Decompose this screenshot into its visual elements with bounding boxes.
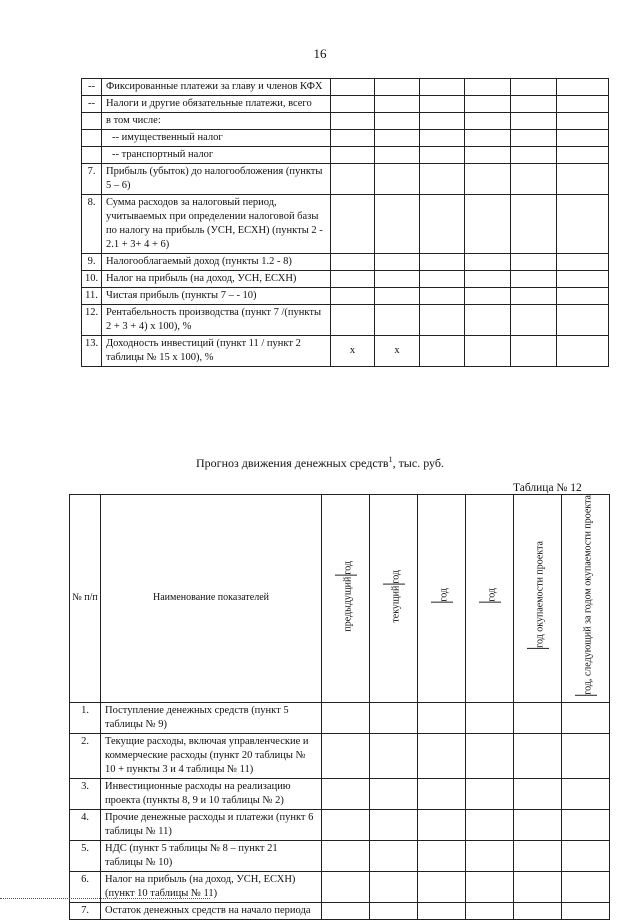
row-name: Остаток денежных средств на начало периода: [101, 902, 322, 919]
value-cell: [375, 254, 420, 271]
table-row: [82, 164, 609, 195]
value-cell: [557, 254, 609, 271]
row-name: Прибыль (убыток) до налогообложения (пункты 5 – 6): [102, 164, 331, 195]
col-header-1-after: год: [389, 569, 401, 584]
row-name: Поступление денежных средств (пункт 5 таблицы № 9): [101, 702, 322, 733]
row-number: 12.: [82, 305, 102, 336]
value-cell: [465, 195, 511, 254]
value-cell: [375, 147, 420, 164]
value-cell: [511, 271, 557, 288]
heading-unit: , тыс. руб.: [392, 456, 444, 470]
value-cell: [465, 130, 511, 147]
value-cell: [466, 809, 514, 840]
value-cell: [466, 702, 514, 733]
value-cell: [557, 96, 609, 113]
value-cell: [375, 130, 420, 147]
heading-text: Прогноз движения денежных средств: [196, 456, 389, 470]
col-header-0-before: предыдущий: [341, 576, 353, 632]
table-row: [82, 271, 609, 288]
value-cell: [322, 733, 370, 778]
table-row: [70, 778, 610, 809]
blank-line: [527, 648, 549, 650]
row-number: [82, 113, 102, 130]
table-row: [70, 840, 610, 871]
value-cell: x: [375, 336, 420, 367]
value-cell: [420, 130, 465, 147]
value-cell: [420, 195, 465, 254]
page-number: 16: [313, 46, 327, 61]
table-row: [82, 79, 609, 96]
value-cell: [375, 195, 420, 254]
col-header-3: [466, 495, 514, 703]
value-cell: [557, 305, 609, 336]
table-row: [82, 195, 609, 254]
col-header-1: [370, 495, 418, 703]
table-row: [70, 733, 610, 778]
value-cell: [511, 96, 557, 113]
value-cell: [375, 288, 420, 305]
value-cell: [562, 871, 610, 902]
blank-line: [479, 602, 501, 604]
value-cell: [557, 195, 609, 254]
value-cell: [331, 147, 375, 164]
col-header-5: [562, 495, 610, 703]
value-cell: [420, 113, 465, 130]
value-cell: [331, 271, 375, 288]
table-row: [82, 288, 609, 305]
value-cell: [322, 702, 370, 733]
row-number: 3.: [70, 778, 101, 809]
value-cell: [562, 702, 610, 733]
value-cell: [331, 288, 375, 305]
value-cell: [331, 195, 375, 254]
row-number: 11.: [82, 288, 102, 305]
value-cell: [557, 113, 609, 130]
row-number: 7.: [82, 164, 102, 195]
table-row: [82, 147, 609, 164]
row-number: --: [82, 96, 102, 113]
blank-line: [431, 602, 453, 604]
value-cell: [562, 840, 610, 871]
value-cell: [418, 871, 466, 902]
value-cell: [370, 809, 418, 840]
value-cell: [322, 778, 370, 809]
value-cell: [375, 164, 420, 195]
table-row: [82, 130, 609, 147]
col-header-2: [418, 495, 466, 703]
row-name: Фиксированные платежи за главу и членов КФХ: [102, 79, 331, 96]
row-name: в том числе:: [102, 113, 331, 130]
value-cell: [418, 702, 466, 733]
value-cell: [420, 288, 465, 305]
table-row: [70, 702, 610, 733]
value-cell: [420, 164, 465, 195]
value-cell: [465, 336, 511, 367]
row-number: 5.: [70, 840, 101, 871]
row-number: 13.: [82, 336, 102, 367]
value-cell: [370, 871, 418, 902]
value-cell: [557, 336, 609, 367]
cashflow-table: [69, 494, 610, 920]
value-cell: [331, 254, 375, 271]
value-cell: [557, 130, 609, 147]
value-cell: [331, 79, 375, 96]
value-cell: [465, 305, 511, 336]
row-number: --: [82, 79, 102, 96]
row-number: 9.: [82, 254, 102, 271]
value-cell: [465, 113, 511, 130]
value-cell: [466, 840, 514, 871]
value-cell: [331, 164, 375, 195]
value-cell: [375, 305, 420, 336]
value-cell: [511, 195, 557, 254]
row-number: 1.: [70, 702, 101, 733]
row-name: -- имущественный налог: [102, 130, 331, 147]
row-name: -- транспортный налог: [102, 147, 331, 164]
value-cell: [466, 733, 514, 778]
table-row: [70, 809, 610, 840]
value-cell: [322, 871, 370, 902]
value-cell: [514, 840, 562, 871]
table-label: Таблица № 12: [513, 482, 582, 494]
value-cell: [465, 147, 511, 164]
row-name: НДС (пункт 5 таблицы № 8 – пункт 21 таблицы № 10): [101, 840, 322, 871]
footnote-mark: 1: [388, 455, 393, 464]
value-cell: [375, 271, 420, 288]
col-header-1-before: текущий: [389, 585, 401, 623]
table-row: [82, 254, 609, 271]
row-number: 8.: [82, 195, 102, 254]
value-cell: [420, 147, 465, 164]
row-name: Налог на прибыль (на доход, УСН, ЕСХН): [102, 271, 331, 288]
value-cell: [420, 336, 465, 367]
value-cell: [465, 271, 511, 288]
row-name: Налоги и другие обязательные платежи, всего: [102, 96, 331, 113]
value-cell: [514, 778, 562, 809]
value-cell: [322, 809, 370, 840]
value-cell: [562, 809, 610, 840]
value-cell: [514, 733, 562, 778]
col-header-2-after: год: [437, 588, 449, 602]
row-name: Рентабельность производства (пункт 7 /(пункты 2 + 3 + 4) x 100), %: [102, 305, 331, 336]
value-cell: [418, 733, 466, 778]
value-cell: [557, 164, 609, 195]
value-cell: [370, 702, 418, 733]
value-cell: [418, 778, 466, 809]
value-cell: [420, 79, 465, 96]
value-cell: [375, 79, 420, 96]
row-number: [82, 130, 102, 147]
value-cell: [511, 305, 557, 336]
row-name: Доходность инвестиций (пункт 11 / пункт 2 таблицы № 15 x 100), %: [102, 336, 331, 367]
value-cell: [562, 733, 610, 778]
value-cell: [511, 113, 557, 130]
row-number: 10.: [82, 271, 102, 288]
col-header-0: [322, 495, 370, 703]
row-number: 6.: [70, 871, 101, 902]
cashflow-heading: [0, 455, 640, 471]
footnote-separator: [0, 898, 210, 899]
value-cell: [331, 96, 375, 113]
row-name: Сумма расходов за налоговый период, учитываемых при определении налоговой базы по налогу на прибыль (УСН, ЕСХН) (пункты 2 - 2.1 + 3+ 4 + 6): [102, 195, 331, 254]
row-name: Прочие денежные расходы и платежи (пункт 6 таблицы № 11): [101, 809, 322, 840]
col-header-0-after: год: [341, 560, 353, 575]
value-cell: [514, 871, 562, 902]
value-cell: [465, 96, 511, 113]
col-header-3-after: год: [485, 588, 497, 602]
profit-table-continued: [81, 78, 609, 367]
value-cell: [465, 79, 511, 96]
value-cell: [562, 778, 610, 809]
value-cell: [465, 164, 511, 195]
value-cell: [420, 96, 465, 113]
value-cell: [331, 130, 375, 147]
blank-line: [575, 695, 597, 697]
table-row: [82, 336, 609, 367]
value-cell: [511, 336, 557, 367]
row-name: Инвестиционные расходы на реализацию проекта (пункты 8, 9 и 10 таблицы № 2): [101, 778, 322, 809]
value-cell: [375, 113, 420, 130]
value-cell: [514, 809, 562, 840]
row-number: 4.: [70, 809, 101, 840]
table-row: [82, 96, 609, 113]
value-cell: [466, 778, 514, 809]
row-name: Налог на прибыль (на доход, УСН, ЕСХН) (пункт 10 таблицы № 11): [101, 871, 322, 902]
value-cell: [514, 702, 562, 733]
value-cell: [370, 840, 418, 871]
value-cell: [370, 733, 418, 778]
value-cell: [465, 254, 511, 271]
value-cell: [557, 147, 609, 164]
col-header-5-after: год, следующий за годом окупаемости проекта: [581, 495, 593, 695]
row-name: Текущие расходы, включая управленческие и коммерческие расходы (пункт 20 таблицы № 10 + пункты 3 и 4 таблицы № 11): [101, 733, 322, 778]
row-name: Налогооблагаемый доход (пункты 1.2 - 8): [102, 254, 331, 271]
row-number: 7.: [70, 902, 101, 919]
row-number: [82, 147, 102, 164]
value-cell: [420, 305, 465, 336]
value-cell: x: [331, 336, 375, 367]
value-cell: [418, 809, 466, 840]
table-row: [82, 305, 609, 336]
header-name: Наименование показателей: [101, 495, 322, 703]
value-cell: [511, 147, 557, 164]
table-row: [82, 113, 609, 130]
header-num: № п/п: [70, 495, 101, 703]
value-cell: [557, 288, 609, 305]
value-cell: [420, 254, 465, 271]
value-cell: [466, 871, 514, 902]
value-cell: [331, 305, 375, 336]
value-cell: [465, 288, 511, 305]
row-name: Чистая прибыль (пункты 7 – - 10): [102, 288, 331, 305]
value-cell: [420, 271, 465, 288]
value-cell: [557, 271, 609, 288]
value-cell: [370, 778, 418, 809]
value-cell: [511, 164, 557, 195]
value-cell: [511, 130, 557, 147]
value-cell: [322, 840, 370, 871]
value-cell: [375, 96, 420, 113]
value-cell: [418, 840, 466, 871]
value-cell: [511, 288, 557, 305]
value-cell: [557, 79, 609, 96]
value-cell: [511, 254, 557, 271]
col-header-4-after: год окупаемости проекта: [533, 541, 545, 649]
value-cell: [511, 79, 557, 96]
row-number: 2.: [70, 733, 101, 778]
value-cell: [331, 113, 375, 130]
col-header-4: [514, 495, 562, 703]
